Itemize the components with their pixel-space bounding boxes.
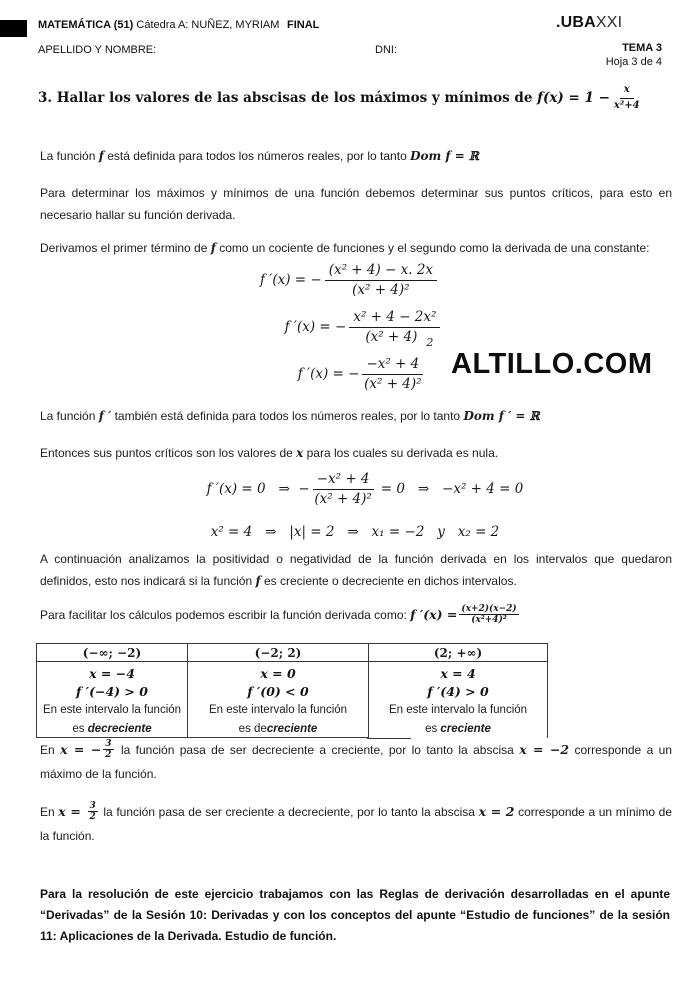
interval-header-1: (−∞; −2) bbox=[36, 643, 187, 662]
sign-table-header-row bbox=[36, 643, 548, 662]
verdict: es creciente bbox=[425, 722, 491, 735]
sign-result: f ′(4) > 0 bbox=[427, 684, 489, 699]
equation-zero-derivative: f ′(x) = 0 ⇒ − $\frac{\text{−x² + 4}}{\text{(x² + 4)²}}$ = 0 ⇒ −x² + 4 = 0 bbox=[206, 471, 524, 507]
sign-table-body-row bbox=[36, 662, 548, 738]
fprime-lhs: f ′(x) = bbox=[410, 607, 458, 622]
course-title: MATEMÁTICA (51) bbox=[38, 19, 134, 31]
exam-type-label: FINAL bbox=[287, 19, 320, 31]
interval-cell-2: x = 0 f ′(0) < 0 En este intervalo la función es decreciente bbox=[187, 662, 368, 738]
x-symbol: x bbox=[296, 446, 304, 460]
tema-label: TEMA 3 bbox=[622, 42, 662, 54]
derivative-formula-3: f ′(x) = − $\frac{\text{−x² + 4}}{\text{(x² + 4)²}}$ bbox=[297, 356, 422, 392]
offset-exponent: 2 bbox=[426, 335, 434, 349]
fraction: $\frac{\text{(x² + 4) − x. 2x}}{\text{(x² + 4)²}}$ bbox=[325, 262, 437, 299]
interval-header-2: (−2; 2) bbox=[187, 643, 368, 662]
verdict: es decreciente bbox=[72, 722, 152, 735]
f-symbol: f bbox=[255, 574, 261, 588]
equation-solutions: x² = 4 ⇒ |x| = 2 ⇒ x₁ = −2 y x₂ = 2 bbox=[210, 524, 500, 540]
problem-statement bbox=[38, 84, 643, 112]
test-value: x = −4 bbox=[89, 666, 135, 681]
name-label: APELLIDO Y NOMBRE: bbox=[38, 44, 157, 56]
dom-fprime-expression: Dom f ′ = ℝ bbox=[463, 409, 540, 423]
altillo-watermark: ALTILLO.COM bbox=[451, 348, 653, 380]
conclusion-minimum: En x = $\frac{3}{2}$ la función pasa de ser creciente a decreciente, por lo tanto la abscisa x = 2 corresponde a un mínimo de la función. bbox=[40, 800, 673, 843]
problem-text: 3. Hallar los valores de las abscisas de los máximos y mínimos de bbox=[38, 90, 538, 106]
fraction: $\frac{\text{−x² + 4}}{\text{(x² + 4)²}}$ bbox=[314, 471, 372, 507]
paragraph-derivation-intro: Derivamos el primer término de f como un cociente de funciones y el segundo como la derivada de una constante: bbox=[40, 241, 650, 255]
paragraph-factored-derivative: Para facilitar los cálculos podemos escribir la función derivada como: f ′(x) = $\frac{(x+2)(x-2)}{\text{(x²+4)²}}$ bbox=[40, 603, 517, 626]
dni-label: DNI: bbox=[375, 44, 397, 56]
interval-cell-3: x = 4 f ′(4) > 0 En este intervalo la función es creciente bbox=[368, 662, 548, 738]
paragraph-critical-points: Para determinar los máximos y mínimos de una función debemos determinar sus puntos críticos, para esto en necesario hallar su función derivada. bbox=[40, 186, 672, 222]
scan-binding-mark bbox=[0, 20, 27, 37]
derivative-formula-1: f ′(x) = − $\frac{\text{(x² + 4) − x. 2x}}{\text{(x² + 4)²}}$ bbox=[0, 262, 700, 299]
sheet-number: Hoja 3 de 4 bbox=[605, 56, 662, 68]
uba-logo-bold: .UBA bbox=[556, 14, 596, 31]
problem-fraction: $\frac{x}{\text{x²+4}}$ bbox=[613, 84, 640, 111]
three-halves-fraction: $\frac{3}{2}$ bbox=[89, 800, 96, 823]
test-value: x = 4 bbox=[440, 666, 476, 681]
three-halves-fraction: $\frac{3}{2}$ bbox=[105, 738, 112, 761]
dom-f-expression: Dom f = ℝ bbox=[410, 149, 479, 163]
paragraph-domain-f: La función f está definida para todos los números reales, por lo tanto Dom f = ℝ bbox=[40, 149, 479, 163]
conclusion-maximum: En x = − $\frac{3}{2}$ la función pasa de ser decreciente a creciente, por lo tanto la abscisa x = −2 corresponde a un máximo de la función. bbox=[40, 738, 673, 781]
problem-function-lhs: f(x) = 1 − bbox=[537, 90, 610, 106]
uba-xxi-logo bbox=[556, 14, 622, 32]
fraction: $\frac{\text{x² + 4 − 2x²}}{\text{(x² + 4) 2}}$ bbox=[349, 309, 440, 346]
interval-header-3: (2; +∞) bbox=[368, 643, 548, 662]
factored-fraction: $\frac{(x+2)(x-2)}{\text{(x²+4)²}}$ bbox=[461, 603, 517, 626]
sign-result: f ′(−4) > 0 bbox=[76, 684, 148, 699]
f-symbol: f bbox=[98, 149, 104, 163]
paragraph-sign-analysis: A continuación analizamos la positividad o negatividad de la función derivada en los intervalos que quedaron definidos, esto nos indicará si la función f es creciente o decreciente en dichos intervalos. bbox=[40, 552, 672, 588]
fraction: $\frac{\text{−x² + 4}}{\text{(x² + 4)²}}$ bbox=[364, 356, 422, 392]
uba-logo-xxi: XXI bbox=[595, 14, 623, 31]
abscissa-value: x = −2 bbox=[519, 742, 570, 757]
verdict: es decreciente bbox=[238, 722, 318, 735]
interval-cell-1: x = −4 f ′(−4) > 0 En este intervalo la función es decreciente bbox=[36, 662, 187, 738]
derivative-formula-2: f ′(x) = − $\frac{\text{x² + 4 − 2x²}}{\text{(x² + 4) 2}}$ bbox=[0, 309, 700, 346]
paragraph-critical-values: Entonces sus puntos críticos son los valores de x para los cuales su derivada es nula. bbox=[40, 446, 499, 460]
course-chair: Cátedra A: NUÑEZ, MYRIAM bbox=[133, 19, 280, 31]
fprime-symbol: f ′ bbox=[98, 409, 112, 423]
resolution-note: Para la resolución de este ejercicio trabajamos con las Reglas de derivación desarrolladas en el apunte “Derivadas” de la Sesión 10: Derivadas y con los conceptos del apunte “Estudio de funciones” de la sesión 11: Aplicaciones de la Derivada. Estudio de función. bbox=[40, 887, 670, 943]
sign-result: f ′(0) < 0 bbox=[247, 684, 309, 699]
abscissa-value: x = 2 bbox=[478, 804, 515, 819]
header-course-line bbox=[38, 19, 279, 31]
test-value: x = 0 bbox=[260, 666, 296, 681]
paragraph-domain-fprime: La función f ′ también está definida para todos los números reales, por lo tanto Dom f ′ = ℝ bbox=[40, 409, 540, 423]
sign-table bbox=[36, 643, 548, 738]
f-symbol: f bbox=[210, 241, 216, 255]
